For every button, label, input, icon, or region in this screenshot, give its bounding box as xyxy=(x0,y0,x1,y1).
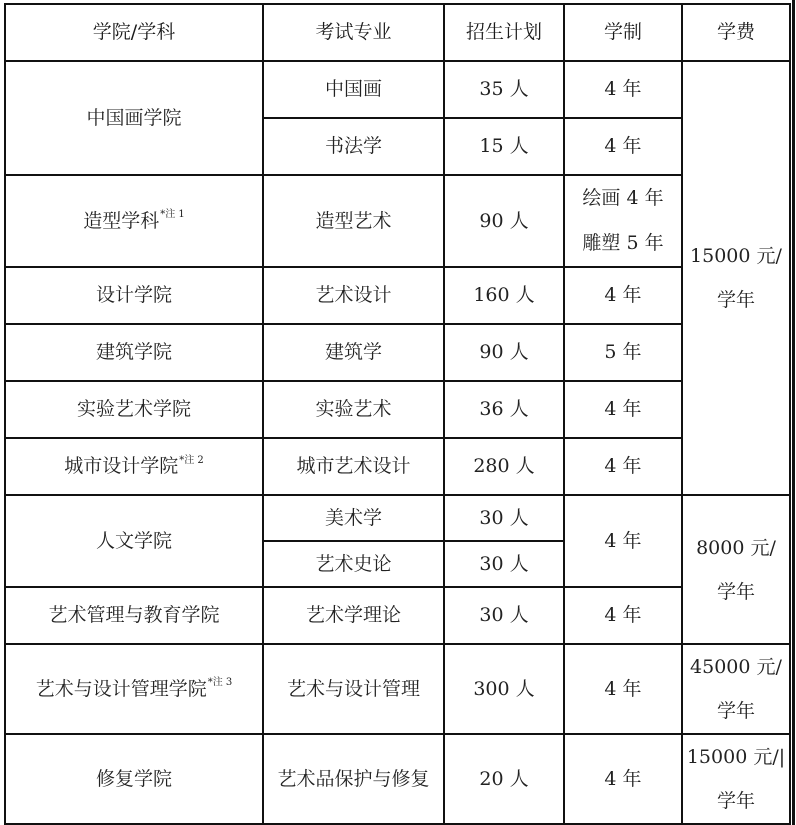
fee-unit: 学年 xyxy=(716,790,755,812)
table-row xyxy=(5,587,790,644)
header-major: 考试专业 xyxy=(263,4,444,61)
college-cell: 人文学院 xyxy=(5,495,263,587)
duration-line: 绘画 4 年 xyxy=(582,187,664,209)
college-cell xyxy=(5,644,263,734)
duration-cell: 4 年 xyxy=(564,438,682,495)
table-row xyxy=(5,175,790,267)
major-cell: 城市艺术设计 xyxy=(263,438,444,495)
duration-cell: 4 年 xyxy=(564,118,682,175)
right-edge-border xyxy=(792,0,795,825)
table-row xyxy=(5,267,790,324)
fee-amount: 8000 元/ xyxy=(696,536,776,559)
duration-cell: 5 年 xyxy=(564,324,682,381)
fee-unit: 学年 xyxy=(716,700,755,722)
major-cell: 建筑学 xyxy=(263,324,444,381)
plan-cell: 30 人 xyxy=(444,495,564,541)
plan-cell: 90 人 xyxy=(444,324,564,381)
table-row xyxy=(5,644,790,734)
plan-cell: 30 人 xyxy=(444,587,564,644)
header-duration: 学制 xyxy=(564,4,682,61)
plan-cell: 300 人 xyxy=(444,644,564,734)
admission-table-container xyxy=(4,3,791,825)
footnote-marker: *注 1 xyxy=(160,209,185,221)
fee-unit: 学年 xyxy=(716,580,755,603)
duration-cell: 4 年 xyxy=(564,61,682,118)
duration-cell: 4 年 xyxy=(564,495,682,587)
duration-cell: 4 年 xyxy=(564,644,682,734)
header-row xyxy=(5,4,790,61)
college-cell: 艺术管理与教育学院 xyxy=(5,587,263,644)
college-cell xyxy=(5,438,263,495)
college-name: 造型学科 xyxy=(83,209,160,232)
footnote-marker: *注 2 xyxy=(179,454,204,466)
college-name: 艺术与设计管理学院 xyxy=(35,677,207,700)
college-cell xyxy=(5,61,263,175)
duration-cell xyxy=(564,175,682,267)
duration-cell: 4 年 xyxy=(564,267,682,324)
major-cell: 艺术设计 xyxy=(263,267,444,324)
major-cell: 艺术史论 xyxy=(263,541,444,587)
college-cell: 建筑学院 xyxy=(5,324,263,381)
duration-cell: 4 年 xyxy=(564,734,682,824)
major-cell: 艺术学理论 xyxy=(263,587,444,644)
college-cell: 设计学院 xyxy=(5,267,263,324)
duration-cell: 4 年 xyxy=(564,381,682,438)
duration-cell: 4 年 xyxy=(564,587,682,644)
college-name: 中国画学院 xyxy=(86,106,182,129)
fee-cell xyxy=(682,495,790,644)
college-cell: 修复学院 xyxy=(5,734,263,824)
table-row xyxy=(5,61,790,118)
table-row xyxy=(5,495,790,541)
fee-amount: 45000 元/ xyxy=(690,656,782,678)
header-plan: 招生计划 xyxy=(444,4,564,61)
major-cell: 实验艺术 xyxy=(263,381,444,438)
table-row xyxy=(5,734,790,824)
plan-cell: 36 人 xyxy=(444,381,564,438)
table-row xyxy=(5,438,790,495)
plan-cell: 280 人 xyxy=(444,438,564,495)
college-cell: 实验艺术学院 xyxy=(5,381,263,438)
footnote-marker: *注 3 xyxy=(207,677,233,689)
major-cell: 艺术与设计管理 xyxy=(263,644,444,734)
header-fee: 学费 xyxy=(682,4,790,61)
fee-unit: 学年 xyxy=(716,289,755,311)
table-row xyxy=(5,324,790,381)
major-cell: 美术学 xyxy=(263,495,444,541)
major-cell: 造型艺术 xyxy=(263,175,444,267)
plan-cell: 35 人 xyxy=(444,61,564,118)
fee-amount: 15000 元/ xyxy=(690,245,782,267)
admission-table xyxy=(4,3,791,825)
major-cell: 艺术品保护与修复 xyxy=(263,734,444,824)
fee-cell xyxy=(682,734,790,824)
plan-cell: 90 人 xyxy=(444,175,564,267)
major-cell: 中国画 xyxy=(263,61,444,118)
plan-cell: 20 人 xyxy=(444,734,564,824)
fee-cell xyxy=(682,61,790,495)
college-cell xyxy=(5,175,263,267)
duration-line: 雕塑 5 年 xyxy=(582,232,664,254)
fee-cell xyxy=(682,644,790,734)
header-college: 学院/学科 xyxy=(5,4,263,61)
plan-cell: 160 人 xyxy=(444,267,564,324)
table-row xyxy=(5,381,790,438)
plan-cell: 30 人 xyxy=(444,541,564,587)
college-name: 城市设计学院 xyxy=(64,455,179,478)
plan-cell: 15 人 xyxy=(444,118,564,175)
major-cell: 书法学 xyxy=(263,118,444,175)
fee-amount: 15000 元/| xyxy=(686,746,786,768)
